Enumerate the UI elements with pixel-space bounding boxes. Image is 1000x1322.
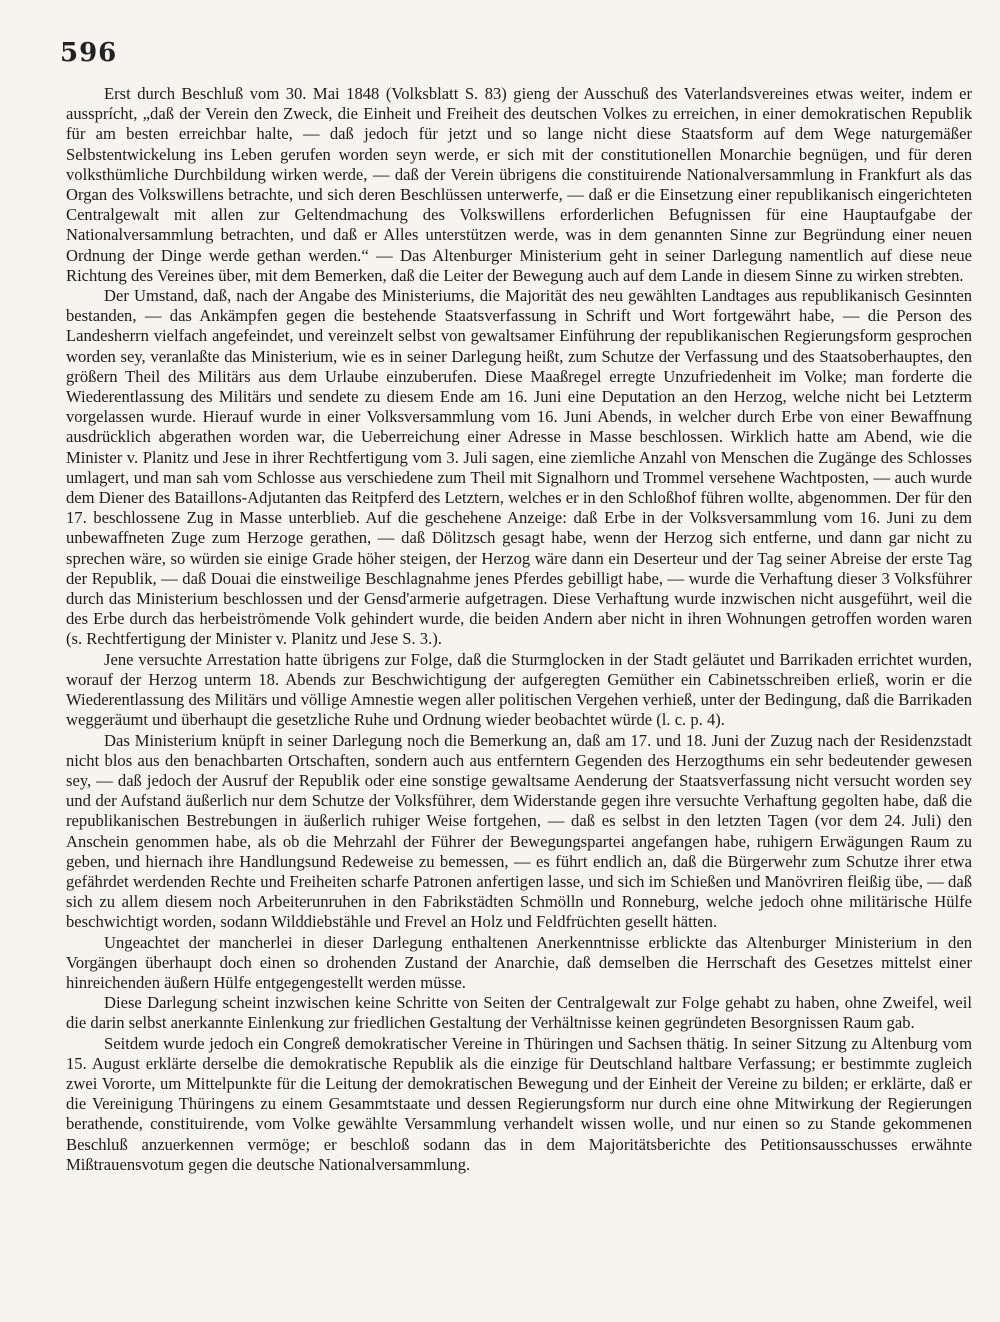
page-number: 596: [60, 38, 118, 68]
paragraph: Der Umstand, daß, nach der Angabe des Ministeriums, die Majorität des neu gewählten Landtages aus republikanisch Gesinnten bestanden, — das Ankämpfen gegen die bestehende Staatsverfassung in Schrift und Wort fortgewährt habe, — die Person des Landesherrn vielfach angefeindet, und vereinzelt selbst von gewaltsamer Einführung der republikanischen Regierungsform gesprochen worden sey, veranlaßte das Ministerium, wie es in seiner Darlegung heißt, zum Schutze der Verfassung und des Staatsoberhauptes, den größern Theil des Militärs aus dem Urlaube einzuberufen. Diese Maaßregel erregte Unzufriedenheit im Volke; man forderte die Wiederentlassung des Militärs und sendete zu diesem Ende am 16. Juni eine Deputation an den Herzog, welche nicht bei Letzterm vorgelassen wurde. Hierauf wurde in einer Volksversammlung vom 16. Juni Abends, in welcher durch Erbe von einer Bewaffnung ausdrücklich abgerathen worden war, die Ueberreichung einer Adresse in Masse beschlossen. Wirklich hatte am Abend, wie die Minister v. Planitz und Jese in ihrer Rechtfertigung vom 3. Juli sagen, eine ziemliche Anzahl von Menschen die Zugänge des Schlosses umlagert, und man sah vom Schlosse aus verschiedene zum Theil mit Signalhorn und Trommel versehene Wachtposten, — auch wurde dem Diener des Bataillons-Adjutanten das Reitpferd des Letztern, welches er in den Schloßhof führen wollte, abgenommen. Der für den 17. beschlossene Zug in Masse unterblieb. Auf die geschehene Anzeige: daß Erbe in der Volksversammlung vom 16. Juni zu dem unbewaffneten Zuge zum Herzoge gerathen, — daß Dölitzsch gesagt habe, wenn der Herzog sich entferne, und dann gar nicht zu sprechen wäre, so würden sie einige Grade höher steigen, der Herzog wäre dann ein Deserteur und der Tag seiner Abreise der erste Tag der Republik, — daß Douai die einstweilige Beschlagnahme jenes Pferdes gebilligt habe, — wurde die Verhaftung dieser 3 Volksführer durch das Ministerium beschlossen und der Gensd'armerie aufgetragen. Diese Verhaftung wurde inzwischen nicht ausgeführt, weil die des Erbe durch das herbeiströmende Volk gehindert wurde, die beiden Andern aber nicht in ihren Wohnungen getroffen worden waren (s. Rechtfertigung der Minister v. Planitz und Jese S. 3.).: [66, 286, 972, 649]
body-text: [66, 84, 972, 1175]
paragraph: Das Ministerium knüpft in seiner Darlegung noch die Bemerkung an, daß am 17. und 18. Juni der Zuzug nach der Residenzstadt nicht blos aus den benachbarten Ortschaften, sondern auch aus entferntern Gegenden des Herzogthums ein sehr bedeutender gewesen sey, — daß jedoch der Ausruf der Republik oder eine sonstige gewaltsame Aenderung der Staatsverfassung nicht versucht worden sey und der Aufstand äußerlich nur dem Schutze der Volksführer, dem Widerstande gegen ihre versuchte Verhaftung gegolten habe, daß die republikanischen Bestrebungen in äußerlich ruhiger Weise fortgehen, — daß es selbst in den letzten Tagen (vor dem 24. Juli) den Anschein genommen habe, als ob die Mehrzahl der Führer der Bewegungspartei angefangen habe, ruhigern Erwägungen Raum zu geben, und hiernach ihre Handlungsund Redeweise zu bemessen, — es führt endlich an, daß die Bürgerwehr zum Schutze ihrer etwa gefährdet werdenden Rechte und Freiheiten scharfe Patronen anfertigen lasse, und sich im Schießen und Manövriren fleißig übe, — daß sich zu allem diesem noch Arbeiterunruhen in den Fabrikstädten Schmölln und Ronneburg, welche jedoch ohne militärische Hülfe beschwichtigt worden, sodann Wilddiebstähle und Frevel an Holz und Feldfrüchten gesellt hätten.: [66, 730, 972, 932]
paragraph: Jene versuchte Arrestation hatte übrigens zur Folge, daß die Sturmglocken in der Stadt geläutet und Barrikaden errichtet wurden, worauf der Herzog unterm 18. Abends zur Beschwichtigung der aufgeregten Gemüther ein Cabinetsschreiben erließ, worin er die Wiederentlassung des Militärs und völlige Amnestie wegen aller politischen Vergehen verhieß, unter der Bedingung, daß die Barrikaden weggeräumt und überhaupt die gesetzliche Ruhe und Ordnung wieder beobachtet würde (l. c. p. 4).: [66, 649, 972, 730]
paragraph: Ungeachtet der mancherlei in dieser Darlegung enthaltenen Anerkenntnisse erblickte das Altenburger Ministerium in den Vorgängen überhaupt doch einen so drohenden Zustand der Anarchie, daß demselben die Herrschaft des Gesetzes mittelst einer hinreichenden äußern Hülfe entgegengestellt werden müsse.: [66, 932, 972, 992]
paragraph: Seitdem wurde jedoch ein Congreß demokratischer Vereine in Thüringen und Sachsen thätig. In seiner Sitzung zu Altenburg vom 15. August erklärte derselbe die demokratische Republik als die einzige für Deutschland haltbare Verfassung; er bestimmte zugleich zwei Vororte, um Mittelpunkte für die Leitung der demokratischen Bewegung und der Einheit der Vereine zu bilden; er erklärte, daß er die Vereinigung Thüringens zu einem Gesammtstaate und dessen Regierungsform nur durch eine ohne Mitwirkung der Regierungen berathende, constituirende, vom Volke gewählte Versammlung verhandelt wissen wolle, und nur einen so zu Stande gekommenen Beschluß anzuerkennen vermöge; er beschloß sodann das in dem Majoritätsberichte des Petitionsausschusses erwähnte Mißtrauensvotum gegen die deutsche Nationalversammlung.: [66, 1033, 972, 1174]
paragraph: Erst durch Beschluß vom 30. Mai 1848 (Volksblatt S. 83) gieng der Ausschuß des Vaterlandsvereines etwas weiter, indem er aussprícht, „daß der Verein den Zweck, die Einheit und Freiheit des deutschen Volkes zu erreichen, in einer demokratischen Republik für am besten erreichbar halte, — daß jedoch für jetzt und so lange nicht diese Staatsform auf dem Wege naturgemäßer Selbstentwickelung ins Leben gerufen worden seyn werde, er sich mit der constitutionellen Monarchie begnügen, und für deren volksthümliche Durchbildung wirken werde, — daß der Verein übrigens die constituirende Nationalversammlung in Frankfurt als das Organ des Volkswillens betrachte, und sich deren Beschlüssen unterwerfe, — daß er die Einsetzung einer republikanisch eingerichteten Centralgewalt mit allen zur Geltendmachung des Volkswillens erforderlichen Befugnissen für eine Hauptaufgabe der Nationalversammlung betrachten, und daß er Alles unterstützen werde, was in dem genannten Sinne zur Begründung einer neuen Ordnung der Dinge werde gethan werden.“ — Das Altenburger Ministerium geht in seiner Darlegung namentlich auf diese neue Richtung des Vereines über, mit dem Bemerken, daß die Leiter der Bewegung auch auf dem Lande in diesem Sinne zu wirken strebten.: [66, 84, 972, 285]
paragraph: Diese Darlegung scheint inzwischen keine Schritte von Seiten der Centralgewalt zur Folge gehabt zu haben, ohne Zweifel, weil die darin selbst anerkannte Einlenkung zur friedlichen Gestaltung der Verhältnisse keinen gegründeten Besorgnissen Raum gab.: [66, 993, 972, 1033]
